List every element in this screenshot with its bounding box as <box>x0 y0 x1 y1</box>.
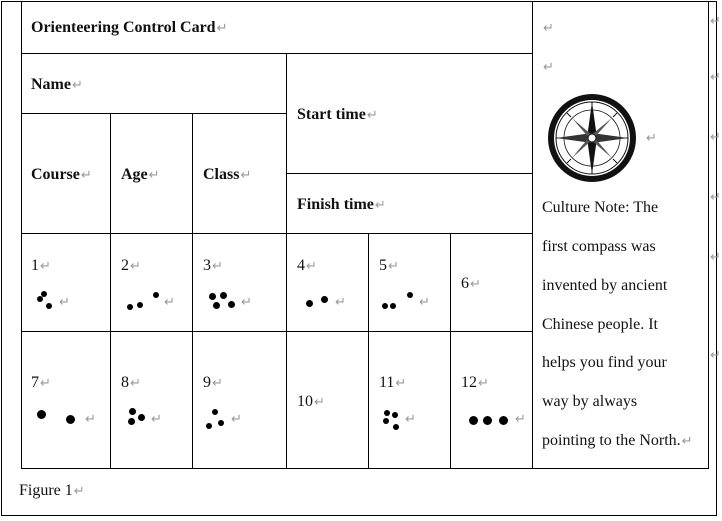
table-border-bottom <box>21 468 709 469</box>
col-divider-5 <box>450 233 451 469</box>
control-number: 4↵ <box>297 257 317 274</box>
figure-caption: Figure 1↵ <box>19 482 85 499</box>
culture-note-line: first compass was <box>542 238 656 255</box>
finish-time-label: Finish time↵ <box>297 196 386 213</box>
para-mark: ↵ <box>543 21 554 36</box>
row-divider-controls <box>21 331 533 332</box>
age-label: Age↵ <box>121 166 160 183</box>
row-divider-start <box>287 173 533 174</box>
culture-note-line: pointing to the North.↵ <box>542 432 693 449</box>
para-mark: ↵ <box>646 131 657 146</box>
para-mark: ↵ <box>710 130 721 145</box>
compass-icon <box>546 92 638 184</box>
card-title: Orienteering Control Card↵ <box>31 19 228 36</box>
para-mark: ↵ <box>543 60 554 75</box>
control-number: 5↵ <box>379 257 399 274</box>
control-number: 6↵ <box>461 275 481 292</box>
name-label: Name↵ <box>31 76 83 93</box>
table-divider-note <box>532 1 533 469</box>
start-time-label: Start time↵ <box>297 106 378 123</box>
row-divider-info <box>21 233 533 234</box>
para-mark: ↵ <box>710 250 721 265</box>
culture-note-line: way by always <box>542 393 638 410</box>
table-border-top <box>21 1 709 2</box>
control-number: 10↵ <box>297 393 325 410</box>
para-mark: ↵ <box>710 70 721 85</box>
culture-note-line: Chinese people. It <box>542 316 658 333</box>
control-number: 7↵ <box>31 374 51 391</box>
control-number: 1↵ <box>31 257 51 274</box>
table-border-left <box>21 1 22 469</box>
control-number: 3↵ <box>203 257 223 274</box>
para-mark: ↵ <box>710 348 721 363</box>
col-divider-1 <box>110 113 111 469</box>
class-label: Class↵ <box>203 166 252 183</box>
control-number: 8↵ <box>121 374 141 391</box>
row-divider-name <box>21 113 287 114</box>
col-divider-name-time <box>286 53 287 469</box>
culture-note-line: invented by ancient <box>542 277 668 294</box>
table-border-right <box>708 1 709 469</box>
culture-note-line: Culture Note: The <box>542 199 659 216</box>
row-divider-title <box>21 53 533 54</box>
control-number: 11↵ <box>379 374 407 391</box>
col-divider-2 <box>192 113 193 469</box>
control-number: 12↵ <box>461 374 489 391</box>
para-mark: ↵ <box>710 14 721 29</box>
course-label: Course↵ <box>31 166 92 183</box>
culture-note-line: helps you find your <box>542 354 667 371</box>
col-divider-4 <box>368 233 369 469</box>
control-number: 9↵ <box>203 374 223 391</box>
control-number: 2↵ <box>121 257 141 274</box>
para-mark: ↵ <box>710 190 721 205</box>
